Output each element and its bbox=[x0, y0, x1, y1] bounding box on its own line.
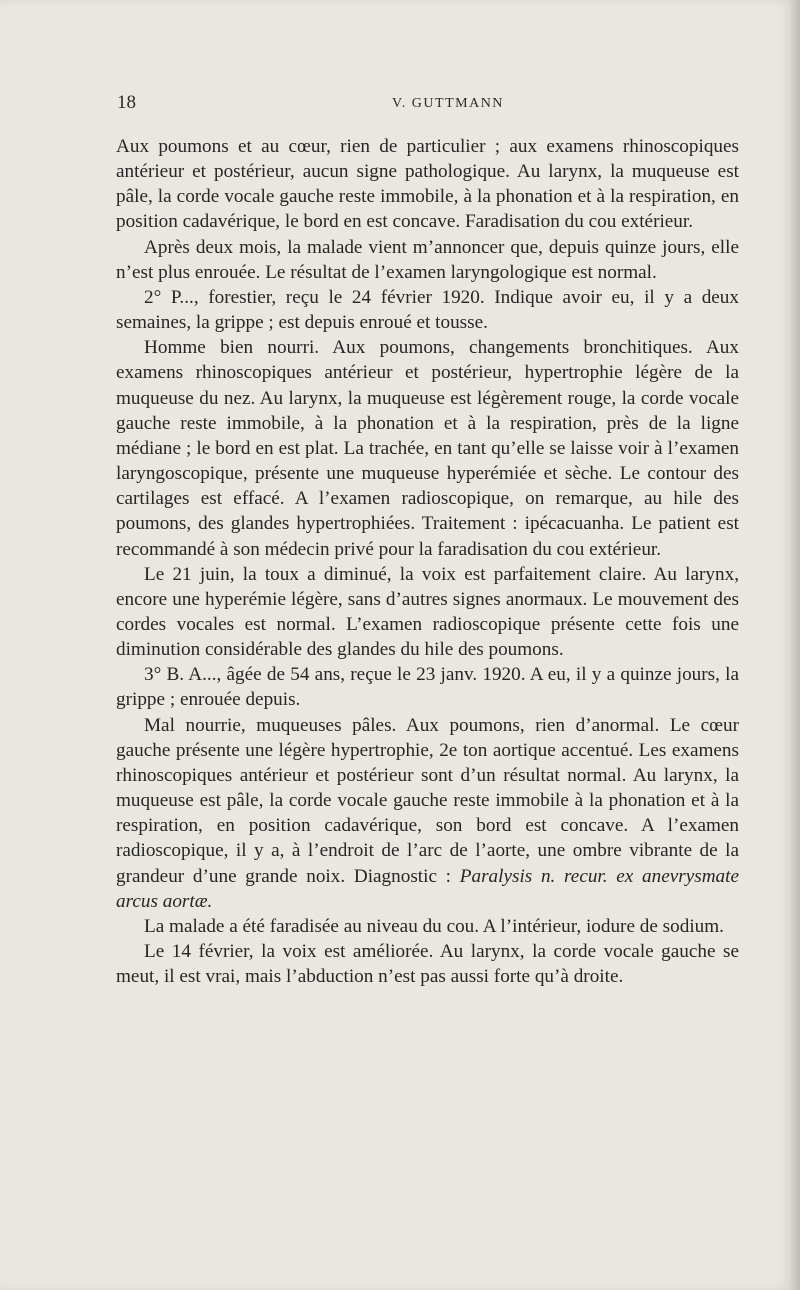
paragraph: 2° P..., forestier, reçu le 24 février 1920. Indique avoir eu, il y a deux semaines, la grippe ; est depuis enroué et tousse. bbox=[116, 286, 739, 334]
page-header bbox=[117, 92, 737, 116]
paragraph: 3° B. A..., âgée de 54 ans, reçue le 23 janv. 1920. A eu, il y a quinze jours, la grippe ; enrouée depuis. bbox=[116, 664, 739, 711]
paragraph: Le 14 février, la voix est améliorée. Au larynx, la corde vocale gauche se meut, il est vrai, mais l’abduction n’est pas aussi forte qu’à droite. bbox=[116, 941, 739, 988]
paragraph: Le 21 juin, la toux a diminué, la voix est parfaitement claire. Au larynx, encore une hyperémie légère, sans d’autres signes anormaux. Le mouvement des cordes vocales est normal. L’examen radioscopique présente cette fois une diminution considérable des glandes du hile des poumons. bbox=[116, 563, 739, 661]
paragraph: Après deux mois, la malade vient m’annoncer que, depuis quinze jours, elle n’est plus enrouée. Le résultat de l’examen laryngologique est normal. bbox=[116, 236, 739, 283]
paragraph: La malade a été faradisée au niveau du cou. A l’intérieur, iodure de sodium. bbox=[144, 915, 724, 937]
paragraph-text: Mal nourrie, muqueuses pâles. Aux poumons, rien d’anormal. Le cœur gauche présente une légère hypertrophie, 2e ton aortique accentué. Les examens rhinoscopiques antérieur et postérieur sont d’un résultat normal. Au larynx, la muqueuse est pâle, la corde vocale gauche reste immobile à la phonation et à la respiration, en position cadavérique, son bord est concave. A l’examen radioscopique, il y a, à l’endroit de l’arc de l’aorte, une ombre vibrante de la grandeur d’une grande noix. Diagnostic : bbox=[116, 714, 739, 887]
running-head: V. GUTTMANN bbox=[392, 96, 504, 111]
page-edge bbox=[790, 0, 800, 1290]
diagnosis-italic: Paralysis n. recur. ex anevrysmate arcus aortæ. bbox=[116, 865, 740, 912]
page-number: 18 bbox=[117, 92, 136, 113]
paragraph-with-diagnosis bbox=[116, 713, 739, 914]
body-text bbox=[116, 134, 739, 989]
paragraph: Homme bien nourri. Aux poumons, changements bronchitiques. Aux examens rhinoscopiques antérieur et postérieur, hypertrophie légère de la muqueuse du nez. Au larynx, la muqueuse est légèrement rouge, la corde vocale gauche reste immobile, à la phonation et à la respiration, près de la ligne médiane ; le bord en est plat. La trachée, en tant qu’elle se laisse voir à l’examen laryngoscopique, présente une muqueuse hyperémiée et sèche. Le contour des cartilages est effacé. A l’examen radioscopique, on remarque, au hile des poumons, des glandes hypertrophiées. Traitement : ipécacuanha. Le patient est recommandé à son médecin privé pour la faradisation du cou extérieur. bbox=[116, 337, 739, 560]
paragraph: Aux poumons et au cœur, rien de particulier ; aux examens rhinoscopiques antérieur et postérieur, aucun signe pathologique. Au larynx, la muqueuse est pâle, la corde vocale gauche reste immobile, à la phonation et à la respiration, en position cadavérique, le bord en est concave. Faradisation du cou extérieur. bbox=[116, 136, 739, 233]
